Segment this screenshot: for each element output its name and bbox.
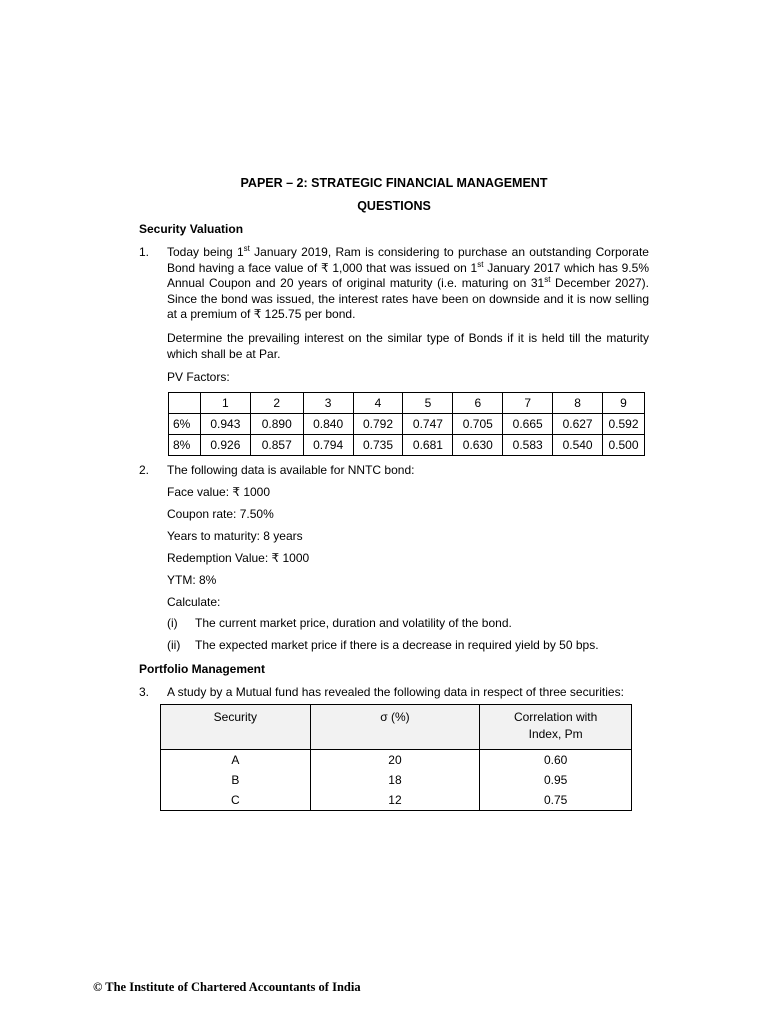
correlation-header (480, 705, 632, 750)
question-number-2: 2. (139, 463, 150, 477)
pv-year-cell: 8 (553, 393, 603, 414)
paper-title: PAPER – 2: STRATEGIC FINANCIAL MANAGEMENT (240, 176, 548, 190)
question-1-paragraph-1 (167, 245, 649, 323)
question-1-paragraph-2: Determine the prevailing interest on the similar type of Bonds if it is held till the maturity which shall be at Par. (167, 331, 649, 361)
pv-factors-table (168, 392, 645, 456)
pv-value-cell: 0.857 (250, 435, 303, 456)
pv-value-cell: 0.583 (503, 435, 553, 456)
q1-text-c: January 2017 which has 9.5% Annual Coupon and 20 years of original maturity (i.e. maturing on 31 (167, 260, 649, 290)
pv-year-cell: 7 (503, 393, 553, 414)
pv-value-cell: 0.735 (353, 435, 403, 456)
pv-value-cell: 0.747 (403, 414, 453, 435)
sigma-cell: 12 (310, 790, 480, 811)
pv-value-cell: 0.540 (553, 435, 603, 456)
security-cell: C (161, 790, 311, 811)
correlation-header-line-2: Index, Pm (528, 727, 583, 741)
pv-value-cell: 0.681 (403, 435, 453, 456)
securities-header-row (161, 705, 632, 750)
sub-item-text-i: The current market price, duration and volatility of the bond. (195, 616, 512, 630)
q1-text-d: December 2027). Since the bond was issued, the interest rates have been on downside and it is now selling at a premium of ₹ 125.75 per bond. (167, 276, 650, 321)
q1-sup-1: st (243, 244, 250, 253)
questions-heading: QUESTIONS (357, 199, 431, 213)
question-2-intro: The following data is available for NNTC bond: (167, 463, 415, 477)
pv-value-cell: 0.792 (353, 414, 403, 435)
coupon-rate-line: Coupon rate: 7.50% (167, 507, 274, 521)
section-heading-security-valuation: Security Valuation (139, 222, 244, 236)
q1-sup-2: st (477, 259, 484, 269)
question-number-1: 1. (139, 245, 150, 259)
pv-value-cell: 0.794 (303, 435, 353, 456)
q1-sup-3: st (544, 275, 551, 284)
pv-value-cell: 0.592 (603, 414, 645, 435)
table-row (161, 750, 632, 771)
pv-year-cell: 6 (453, 393, 503, 414)
pv-row-6pct (169, 414, 645, 435)
pv-rate-cell: 8% (169, 435, 201, 456)
pv-year-cell: 1 (200, 393, 250, 414)
table-row (161, 790, 632, 811)
sigma-header: σ (%) (310, 705, 480, 750)
pv-value-cell: 0.926 (200, 435, 250, 456)
footer-copyright: © The Institute of Chartered Accountants of India (93, 980, 361, 994)
section-heading-portfolio-management: Portfolio Management (139, 662, 266, 676)
sub-item-label-i: (i) (167, 616, 178, 630)
sub-item-label-ii: (ii) (167, 638, 181, 652)
security-header: Security (161, 705, 311, 750)
pv-header-row (169, 393, 645, 414)
correlation-cell: 0.60 (480, 750, 632, 771)
question-3-intro: A study by a Mutual fund has revealed the following data in respect of three securities: (167, 685, 624, 699)
pv-year-cell: 4 (353, 393, 403, 414)
security-cell: A (161, 750, 311, 771)
calculate-line: Calculate: (167, 595, 221, 609)
correlation-header-line-1: Correlation with (513, 710, 598, 724)
pv-value-cell: 0.705 (453, 414, 503, 435)
correlation-cell: 0.95 (480, 770, 632, 790)
pv-corner-cell (169, 393, 201, 414)
redemption-value-line: Redemption Value: ₹ 1000 (167, 551, 310, 565)
pv-factors-label: PV Factors: (167, 370, 230, 384)
pv-year-cell: 3 (303, 393, 353, 414)
sigma-cell: 18 (310, 770, 480, 790)
table-row (161, 770, 632, 790)
pv-value-cell: 0.840 (303, 414, 353, 435)
pv-rate-cell: 6% (169, 414, 201, 435)
security-cell: B (161, 770, 311, 790)
pv-value-cell: 0.890 (250, 414, 303, 435)
sigma-cell: 20 (310, 750, 480, 771)
pv-value-cell: 0.665 (503, 414, 553, 435)
question-number-3: 3. (139, 685, 150, 699)
pv-year-cell: 2 (250, 393, 303, 414)
securities-table (160, 704, 632, 811)
ytm-line: YTM: 8% (167, 573, 217, 587)
pv-value-cell: 0.630 (453, 435, 503, 456)
q1-text-a: Today being 1 (167, 245, 244, 259)
pv-row-8pct (169, 435, 645, 456)
pv-year-cell: 5 (403, 393, 453, 414)
pv-value-cell: 0.943 (200, 414, 250, 435)
face-value-line: Face value: ₹ 1000 (167, 485, 271, 499)
sub-item-text-ii: The expected market price if there is a decrease in required yield by 50 bps. (195, 638, 599, 652)
correlation-cell: 0.75 (480, 790, 632, 811)
pv-year-cell: 9 (603, 393, 645, 414)
pv-value-cell: 0.627 (553, 414, 603, 435)
years-to-maturity-line: Years to maturity: 8 years (167, 529, 303, 543)
pv-value-cell: 0.500 (603, 435, 645, 456)
q1-text-b: January 2019, Ram is considering to purchase an outstanding Corporate Bond having a face value of ₹ 1,000 that was issued on 1 (167, 245, 649, 275)
